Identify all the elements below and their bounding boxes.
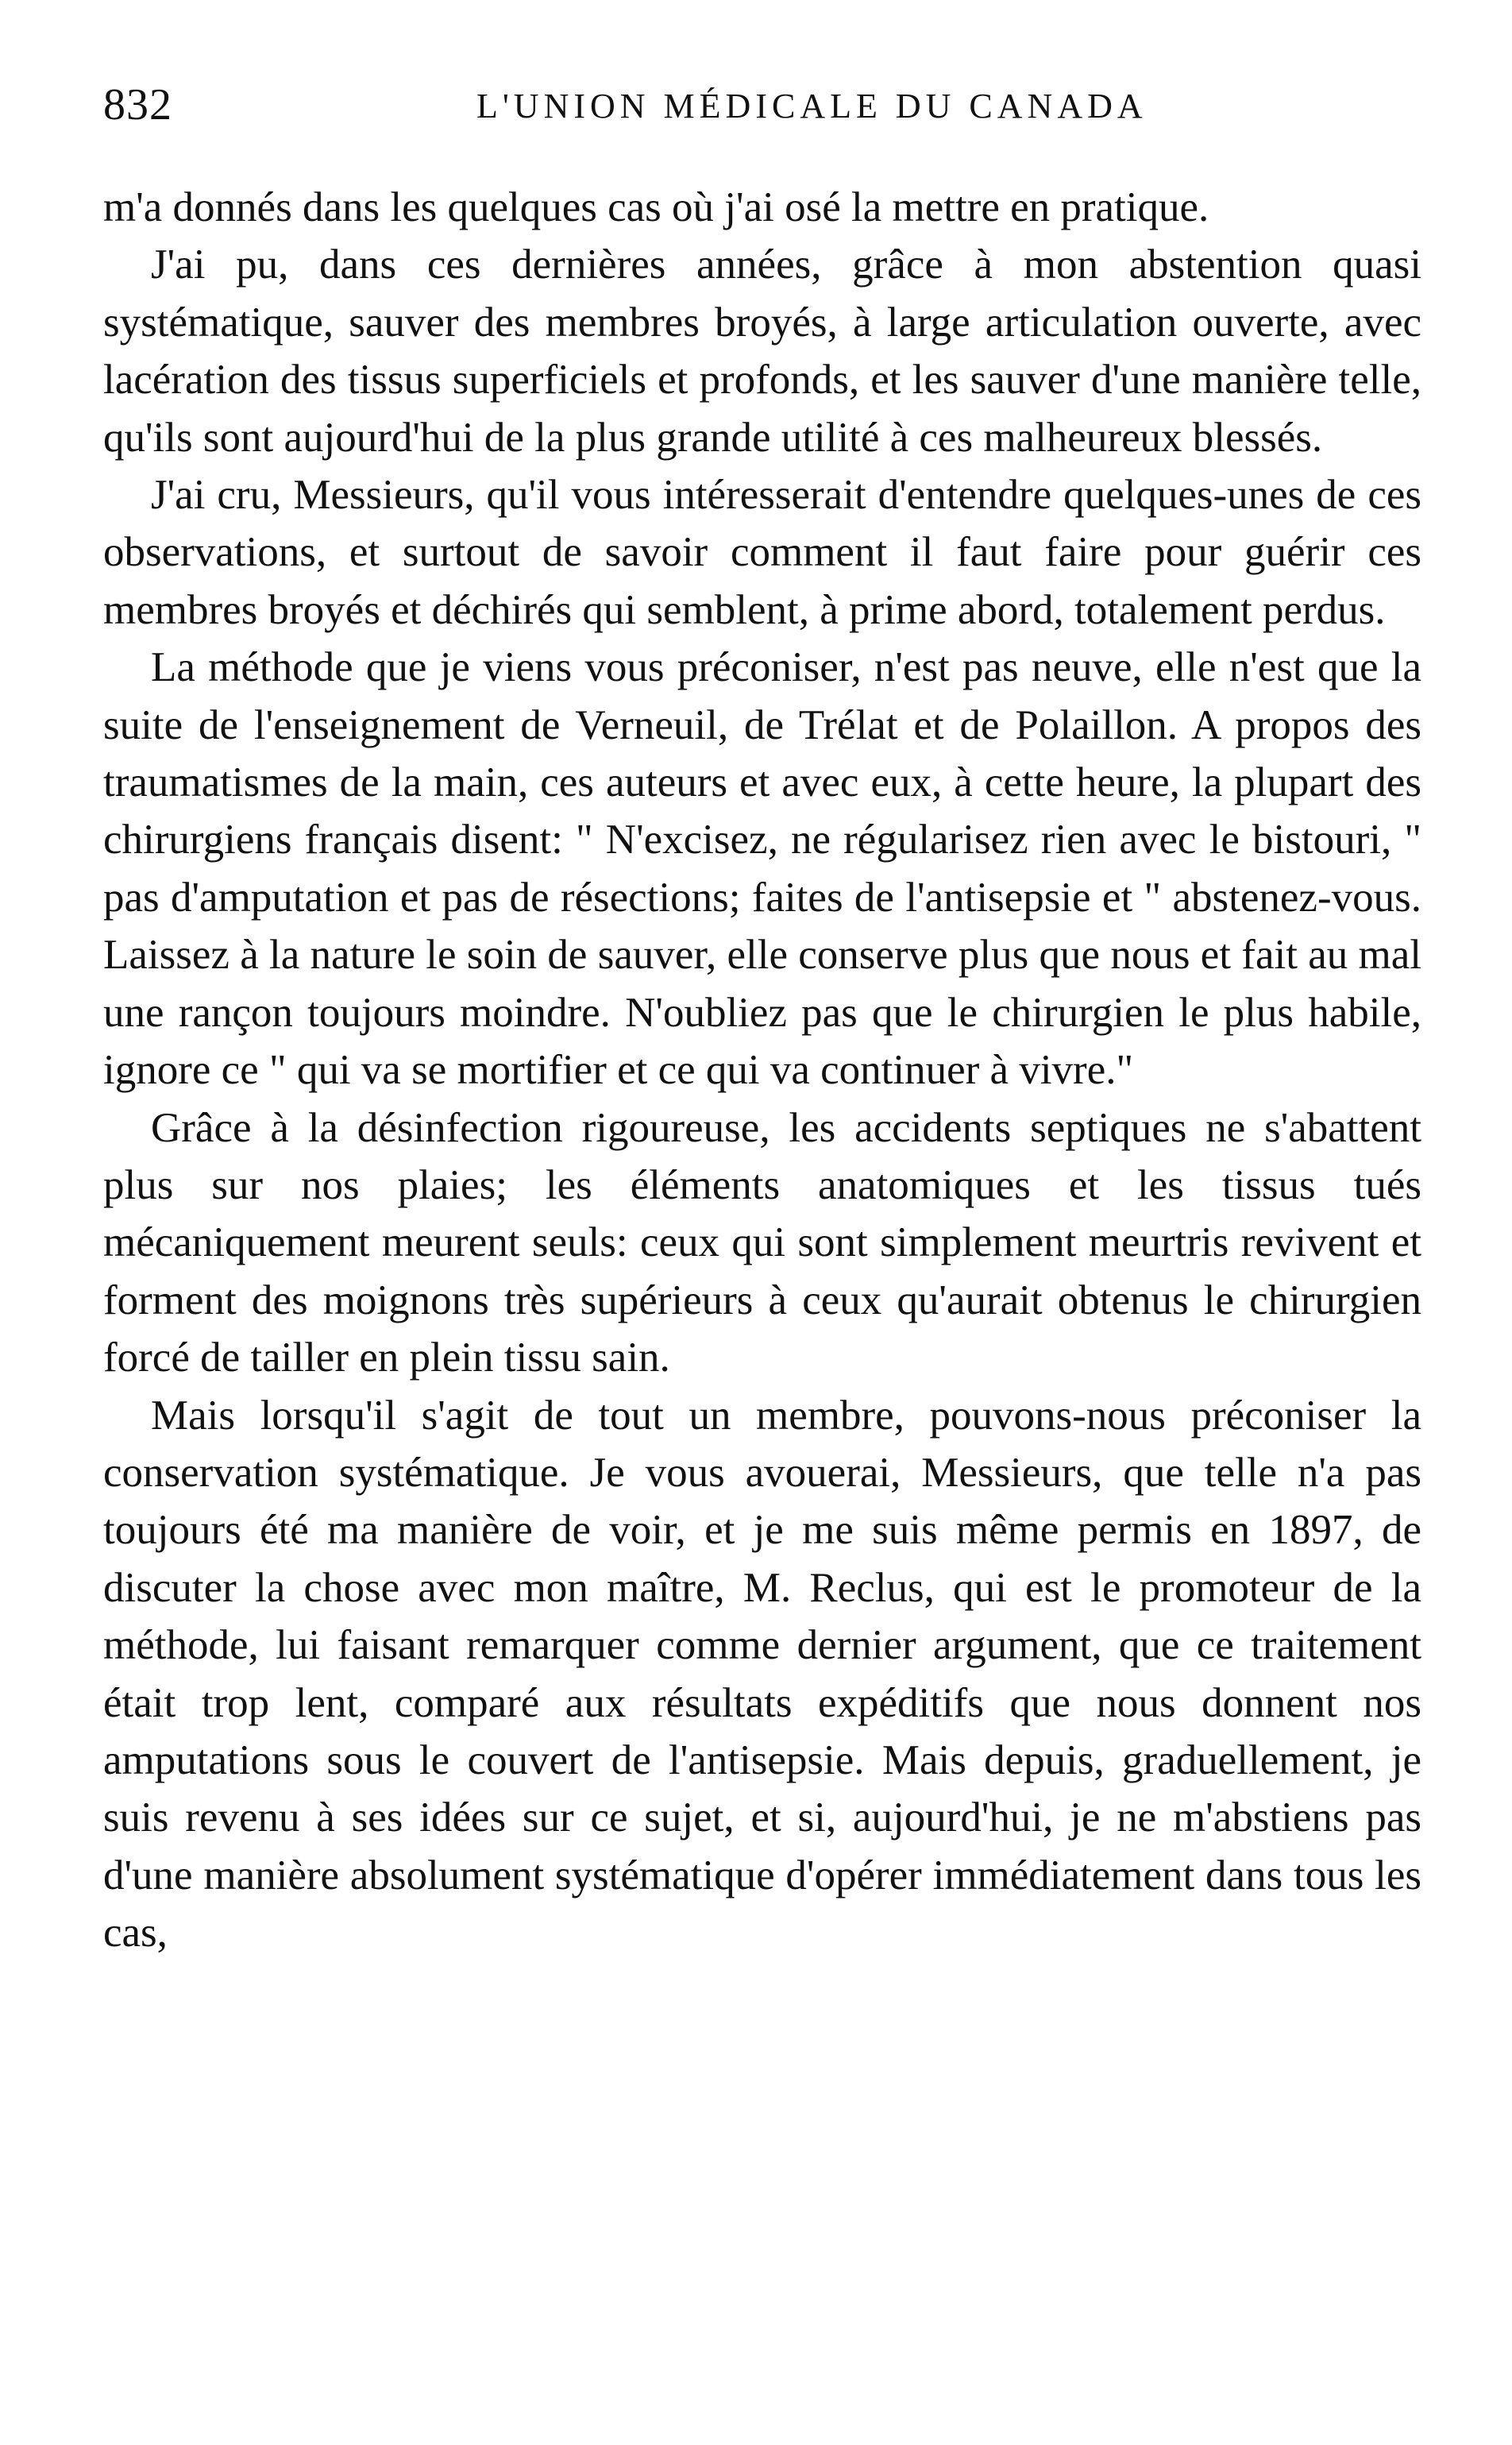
- page-number: 832: [103, 80, 172, 129]
- page-header: [103, 79, 1421, 151]
- paragraph: J'ai cru, Messieurs, qu'il vous intéresserait d'entendre quelques-unes de ces observations, et surtout de savoir comment il faut faire pour guérir ces membres broyés et déchirés qui semblent, à prime abord, totalement perdus.: [103, 472, 1421, 633]
- paragraph: Mais lorsqu'il s'agit de tout un membre, pouvons-nous préconiser la conservation systématique. Je vous avouerai, Messieurs, que telle n'a pas toujours été ma manière de voir, et je me suis même permis en 1897, de discuter la chose avec mon maître, M. Reclus, qui est le promoteur de la méthode, lui faisant remarquer comme dernier argument, que ce traitement était trop lent, comparé aux résultats expéditifs que nous donnent nos amputations sous le couvert de l'antisepsie. Mais depuis, graduellement, je suis revenu à ses idées sur ce sujet, et si, aujourd'hui, je ne m'abstiens pas d'une manière absolument systématique d'opérer immédiatement dans tous les cas,: [103, 1392, 1421, 1956]
- running-title: L'UNION MÉDICALE DU CANADA: [476, 87, 1148, 126]
- body-text: [103, 179, 1421, 1962]
- paragraph: Grâce à la désinfection rigoureuse, les accidents septiques ne s'abattent plus sur nos plaies; les éléments anatomiques et les tissus tués mécaniquement meurent seuls: ceux qui sont simplement meurtris revivent et forment des moignons très supérieurs à ceux qu'aurait obtenus le chirurgien forcé de tailler en plein tissu sain.: [103, 1104, 1421, 1381]
- paragraph: La méthode que je viens vous préconiser, n'est pas neuve, elle n'est que la suite de l'enseignement de Verneuil, de Trélat et de Polaillon. A propos des traumatismes de la main, ces auteurs et avec eux, à cette heure, la plupart des chirurgiens français disent: " N'excisez, ne régularisez rien avec le bistouri, " pas d'amputation et pas de résections; faites de l'antisepsie et " abstenez-vous. Laissez à la nature le soin de sauver, elle conserve plus que nous et fait au mal une rançon toujours moindre. N'oubliez pas que le chirurgien le plus habile, ignore ce " qui va se mortifier et ce qui va continuer à vivre.": [103, 644, 1421, 1094]
- paragraph: m'a donnés dans les quelques cas où j'ai osé la mettre en pratique.: [103, 184, 1209, 230]
- paragraph: J'ai pu, dans ces dernières années, grâce à mon abstention quasi systématique, sauver des membres broyés, à large articulation ouverte, avec lacération des tissus superficiels et profonds, et les sauver d'une manière telle, qu'ils sont aujourd'hui de la plus grande utilité à ces malheureux blessés.: [103, 241, 1421, 461]
